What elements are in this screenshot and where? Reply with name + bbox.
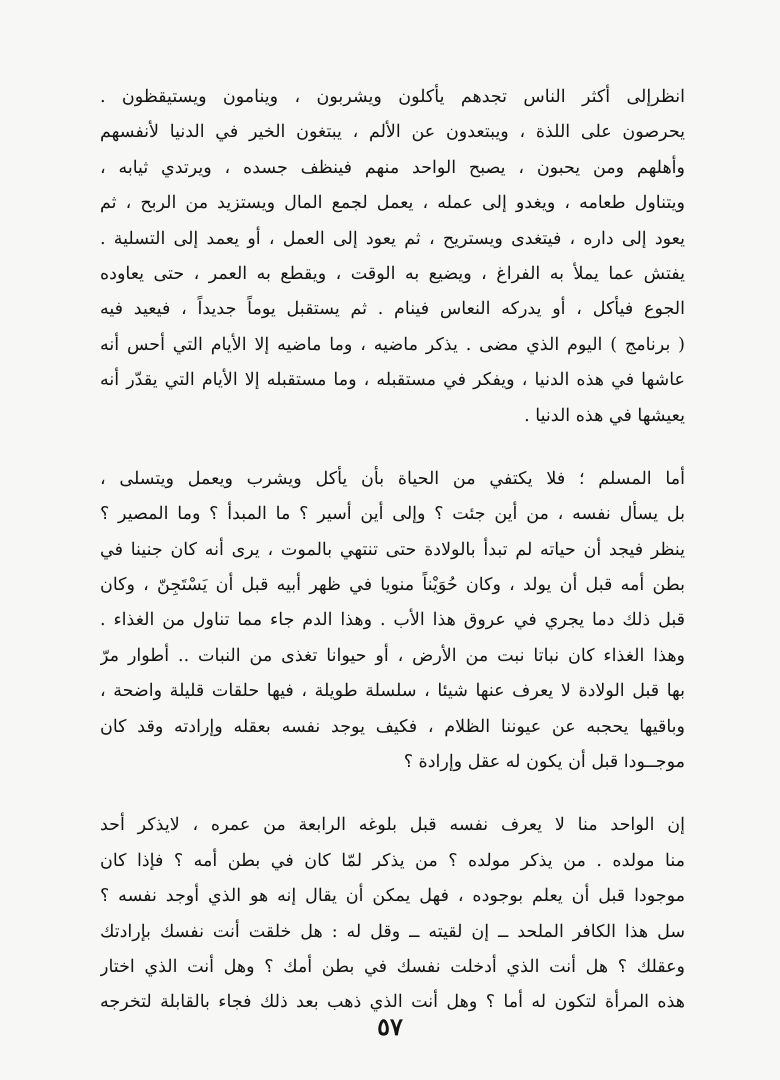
text-line: الجوع فيأكل ، أو يدركه النعاس فينام . ثم يستقبل يوماً جديداً ، فيعيد فيه [100,299,685,320]
text-line: بها قبل الولادة لا يعرف عنها شيئا ، سلسلة طويلة ، فيها حلقات قليلة واضحة ، [100,681,685,702]
text-line: يفتش عما يملأ به الفراغ ، ويضيع به الوقت ، ويقطع به العمر ، حتى يعاوده [100,263,685,284]
paragraph-2 [100,462,685,781]
text-line: انظرإلى أكثر الناس تجدهم يأكلون ويشربون ، وينامون ويستيقظون . [100,87,685,107]
text-line: يعود إلى داره ، فيتغدى ويستريح ، ثم يعود إلى العمل ، أو يعمد إلى التسلية . [100,228,685,249]
paragraph-3 [100,808,685,1020]
paragraph-1 [100,80,685,434]
text-line: إن الواحد منا لا يعرف نفسه قبل بلوغه الرابعة من عمره ، لايذكر أحد [100,815,685,836]
text-line: سل هذا الكافر الملحد ــ إن لقيته ــ وقل له : هل خلقت أنت نفسك بإرادتك [100,921,685,942]
text-line: موجــودا قبل أن يكون له عقل وإرادة ؟ [403,752,685,773]
text-line: هذه المرأة لتكون له أما ؟ وهل أنت الذي ذهب بعد ذلك فجاء بالقابلة لتخرجه [100,992,685,1013]
text-line: بطن أمه قبل أن يولد ، وكان حُوَيْناً منويا في ظهر أبيه قبل أن يَسْتَجِنّ ، وكان [100,575,685,596]
text-line: ( برنامج ) اليوم الذي مضى . يذكر ماضيه ، وما ماضيه إلا الأيام التي أحس أنه [100,334,685,355]
text-line: يحرصون على اللذة ، ويبتعدون عن الألم ، يبتغون الخير في الدنيا لأنفسهم [100,122,685,143]
page-body [100,80,685,1049]
text-line: وعقلك ؟ هل أنت الذي أدخلت نفسك في بطن أمك ؟ وهل أنت الذي اختار [100,956,685,977]
text-line: وهذا الغذاء كان نباتا نبت من الأرض ، أو حيوانا تغذى من النبات .. أطوار مرّ [100,645,685,666]
text-line: يعيشها في هذه الدنيا . [524,405,685,426]
text-line: بل يسأل نفسه ، من أين جئت ؟ وإلى أين أسير ؟ ما المبدأ ؟ وما المصير ؟ [100,504,685,525]
text-line: أما المسلم ؛ فلا يكتفي من الحياة بأن يأكل ويشرب ويعمل ويتسلى ، [100,468,685,489]
page-number: ٥٧ [377,1012,403,1041]
text-line: عاشها في هذه الدنيا ، ويفكر في مستقبله ، وما مستقبله إلا الأيام التي يقدّر أنه [100,370,685,391]
text-line: موجودا قبل أن يعلم بوجوده ، فهل يمكن أن يقال إنه هو الذي أوجد نفسه ؟ [100,886,685,907]
text-line: وأهلهم ومن يحبون ، يصبح الواحد منهم فينظف جسده ، ويرتدي ثيابه ، [100,157,685,178]
text-line: ويتناول طعامه ، ويغدو إلى عمله ، يعمل لجمع المال ويستزيد من الربح ، ثم [100,193,685,214]
text-line: قبل ذلك دما يجري في عروق هذا الأب . وهذا الدم جاء مما تناول من الغذاء . [100,610,685,631]
text-line: ينظر فيجد أن حياته لم تبدأ بالولادة حتى تنتهي بالموت ، يرى أنه كان جنينا في [100,539,685,560]
text-line: منا مولده . من يذكر مولده ؟ من يذكر لمّا كان في بطن أمه ؟ فإذا كان [100,850,685,871]
text-line: وباقيها يحجبه عن عيوننا الظلام ، فكيف يوجد نفسه بعقله وإرادته وقد كان [100,716,685,737]
